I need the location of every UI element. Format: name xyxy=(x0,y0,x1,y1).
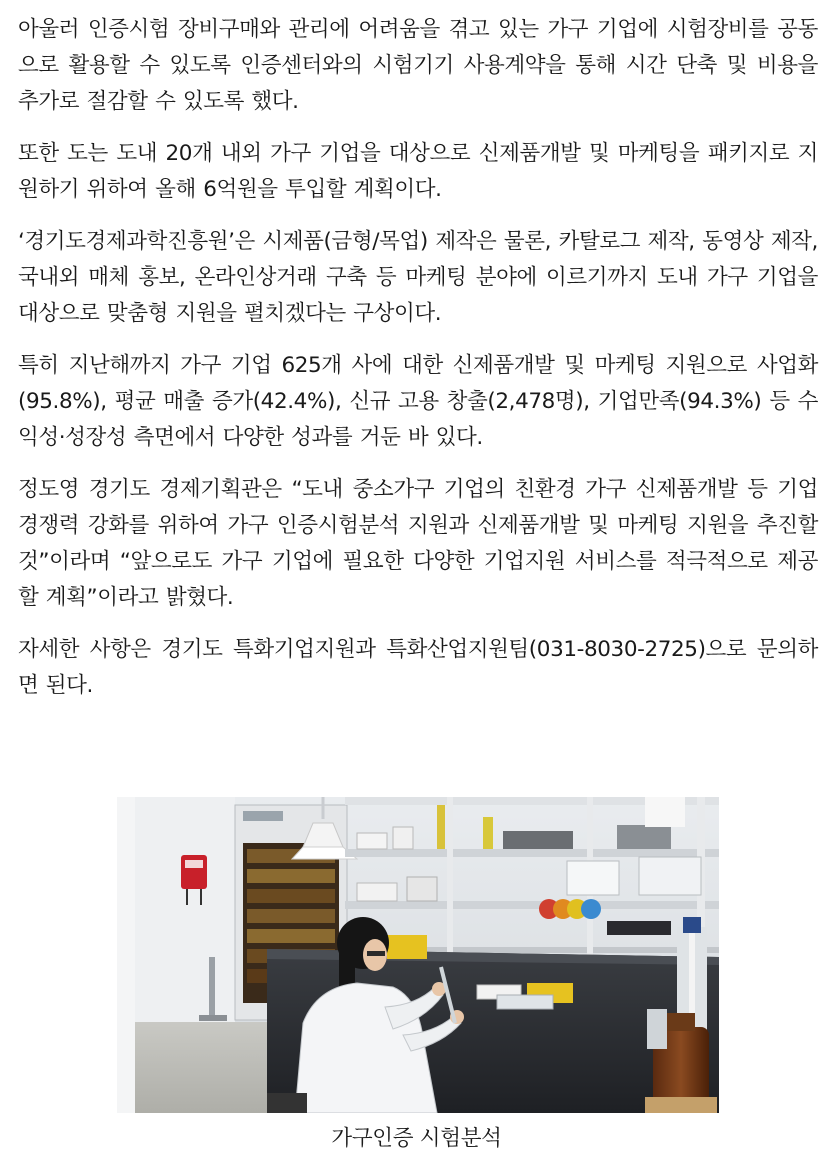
paragraph-equipment-sharing: 아울러 인증시험 장비구매와 관리에 어려움을 겪고 있는 가구 기업에 시험장비를 공동으로 활용할 수 있도록 인증센터와의 시험기기 사용계약을 통해 시간 단축 및 비용을 추가로 절감할 수 있도록 했다. xyxy=(18,17,818,114)
figure-caption: 가구인증 시험분석 xyxy=(331,1126,502,1151)
paragraph-package-support: 또한 도는 도내 20개 내외 가구 기업을 대상으로 신제품개발 및 마케팅을 패키지로 지원하기 위하여 올해 6억원을 투입할 계획이다. xyxy=(18,141,818,202)
paragraph-past-results: 특히 지난해까지 가구 기업 625개 사에 대한 신제품개발 및 마케팅 지원으로 사업화(95.8%), 평균 매출 증가(42.4%), 신규 고용 창출(2,478명), 기업만족(94.3%) 등 수익성·성장성 측면에서 다양한 성과를 거둔 바 있다. xyxy=(18,353,818,450)
lab-photo xyxy=(117,797,719,1113)
paragraph-contact-info: 자세한 사항은 경기도 특화기업지원과 특화산업지원팀(031-8030-2725)으로 문의하면 된다. xyxy=(18,637,818,698)
paragraph-gbsa-plan: ‘경기도경제과학진흥원’은 시제품(금형/목업) 제작은 물론, 카탈로그 제작, 동영상 제작, 국내외 매체 홍보, 온라인상거래 구축 등 마케팅 분야에 이르기까지 도내 가구 기업을 대상으로 맞춤형 지원을 펼치겠다는 구상이다. xyxy=(18,229,818,326)
article-body xyxy=(18,12,818,720)
paragraph-official-quote: 정도영 경기도 경제기획관은 “도내 중소가구 기업의 친환경 가구 신제품개발 등 기업 경쟁력 강화를 위하여 가구 인증시험분석 지원과 신제품개발 및 마케팅 지원을 추진할 것”이라며 “앞으로도 가구 기업에 필요한 다양한 기업지원 서비스를 적극적으로 제공할 계획”이라고 밝혔다. xyxy=(18,477,818,610)
